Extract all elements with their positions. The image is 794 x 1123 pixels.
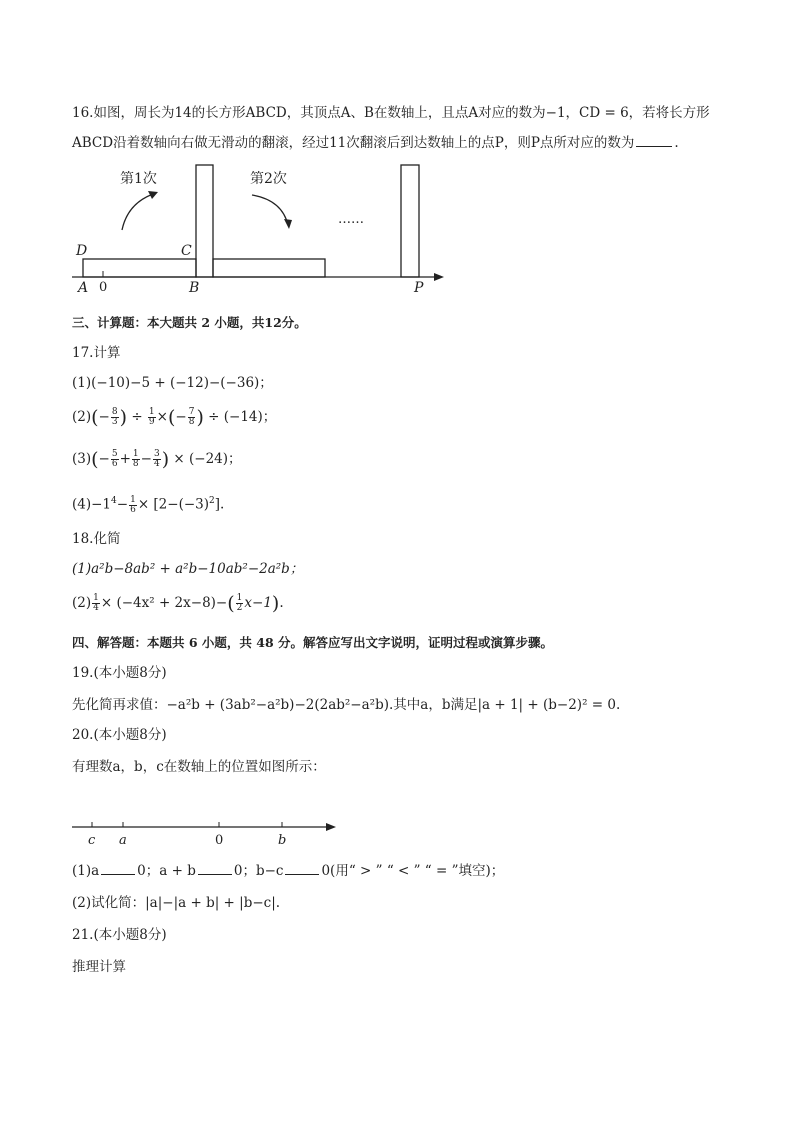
expression-middle: × (−4x² + 2x−8)− [100, 595, 228, 611]
denominator: 9 [148, 417, 155, 427]
fraction [236, 594, 244, 613]
q16-line1: 16.如图，周长为14的长方形ABCD，其顶点A、B在数轴上，且点A对应的数为−1，CD = 6，若将长方形 [72, 105, 710, 121]
q20-part1 [72, 862, 504, 880]
numerator: 1 [236, 593, 243, 603]
expression-tail: × (−24)； [173, 451, 242, 467]
expression-tail: ÷ (−14)； [208, 409, 277, 425]
fraction [132, 450, 140, 469]
part-number: (2) [72, 595, 92, 611]
q20-part2: (2)试化简：|a|−|a + b| + |b−c|. [72, 895, 281, 911]
q17-title: 17.计算 [72, 345, 121, 361]
fraction [153, 450, 161, 469]
expression-end: ]. [214, 496, 225, 513]
section4-heading: 四、解答题：本题共 6 小题，共 48 分。解答应写出文字说明，证明过程或演算步骤。 [72, 635, 554, 650]
ellipsis-mark: …… [338, 212, 364, 227]
q18-part2: (2) $\frac{1}{4}$ × (−4x² + 2x−8)−( $\frac{1}{2}$ x−1). [72, 592, 284, 615]
part-number: (2) [72, 409, 92, 425]
part1-segment: 0(用“ > ” “ < ” “ = ”填空)； [321, 863, 505, 879]
answer-blank [636, 134, 672, 147]
label-roll1: 第1次 [120, 171, 157, 187]
q17-part1: (1)(−10)−5 + (−12)−(−36)； [72, 375, 273, 391]
q17-part2: (2)(− $\frac{8}{3}$ ) ÷ $\frac{1}{9}$ ×(− $\frac{7}{8}$ ) ÷ (−14)； [72, 406, 277, 429]
answer-blank [285, 862, 319, 875]
denominator: 3 [111, 417, 118, 427]
label-B: B [189, 280, 200, 295]
section3-heading: 三、计算题：本大题共 2 小题，共12分。 [72, 315, 307, 330]
part1-segment: (1)a [72, 863, 100, 879]
label-zero: 0 [99, 280, 108, 295]
denominator: 6 [111, 459, 118, 469]
numerator: 1 [93, 593, 99, 603]
label-b: b [278, 833, 287, 848]
q19-title: 19.(本小题8分) [72, 665, 167, 681]
expression-tail: × [2−(−3) [137, 496, 210, 513]
exponent: 4 [111, 496, 117, 506]
numerator: 7 [188, 407, 195, 417]
numerator: 8 [111, 407, 118, 417]
part1-segment: 0；a + b [137, 863, 196, 879]
q16-line2 [72, 134, 679, 152]
denominator: 8 [132, 459, 139, 469]
denominator: 4 [153, 459, 160, 469]
label-zero: 0 [215, 833, 224, 848]
fraction [129, 496, 137, 515]
q16-line2-end: . [674, 135, 679, 151]
label-a: a [119, 833, 127, 848]
fraction [188, 408, 196, 427]
operator: ÷ [131, 409, 143, 425]
answer-blank [198, 862, 232, 875]
q17-part3: (3)(− $\frac{5}{6}$ + $\frac{1}{8}$ − $\frac{3}{4}$ ) × (−24)； [72, 448, 242, 471]
part-number: (4)−1 [72, 496, 112, 513]
expression-end: . [279, 595, 284, 611]
q21-body: 推理计算 [72, 959, 126, 975]
denominator: 2 [236, 603, 243, 613]
fraction [111, 408, 119, 427]
label-D: D [76, 243, 88, 259]
part-number: (3) [72, 451, 92, 467]
q16-line2-text: ABCD沿着数轴向右做无滑动的翻滚，经过11次翻滚后到达数轴上的点P，则P点所对应的数为 [72, 135, 635, 151]
numerator: 1 [132, 449, 139, 459]
label-c: c [88, 833, 96, 848]
numerator: 3 [153, 449, 160, 459]
q20-intro: 有理数a，b，c在数轴上的位置如图所示： [72, 759, 326, 775]
expression-tail: x−1 [244, 595, 272, 611]
numerator: 1 [130, 494, 136, 505]
q21-title: 21.(本小题8分) [72, 927, 167, 943]
numerator: 1 [148, 407, 155, 417]
rolling-rectangle-figure [70, 160, 460, 295]
numerator: 5 [111, 449, 118, 459]
denominator: 4 [93, 603, 99, 613]
q17-part4: $(4)-1^4-$ $\frac{1}{6}$ × $[2-(-3)^2]$. [72, 494, 225, 515]
fraction [148, 408, 156, 427]
label-C: C [181, 243, 192, 259]
abc-number-line [70, 816, 350, 850]
label-P: P [414, 280, 424, 295]
operator: × [156, 409, 168, 425]
part1-segment: 0；b−c [233, 863, 284, 879]
exponent: 2 [209, 496, 215, 506]
denominator: 8 [188, 417, 195, 427]
answer-blank [101, 862, 135, 875]
denominator: 6 [130, 504, 136, 515]
label-A: A [78, 280, 89, 295]
fraction [92, 594, 100, 613]
label-roll2: 第2次 [250, 171, 287, 187]
fraction [111, 450, 119, 469]
q19-body: 先化简再求值：−a²b + (3ab²−a²b)−2(2ab²−a²b).其中a，b满足|a + 1| + (b−2)² = 0. [72, 697, 621, 713]
q20-title: 20.(本小题8分) [72, 727, 167, 743]
q18-title: 18.化简 [72, 531, 121, 547]
q18-part1: (1)a²b−8ab² + a²b−10ab²−2a²b； [72, 561, 304, 577]
